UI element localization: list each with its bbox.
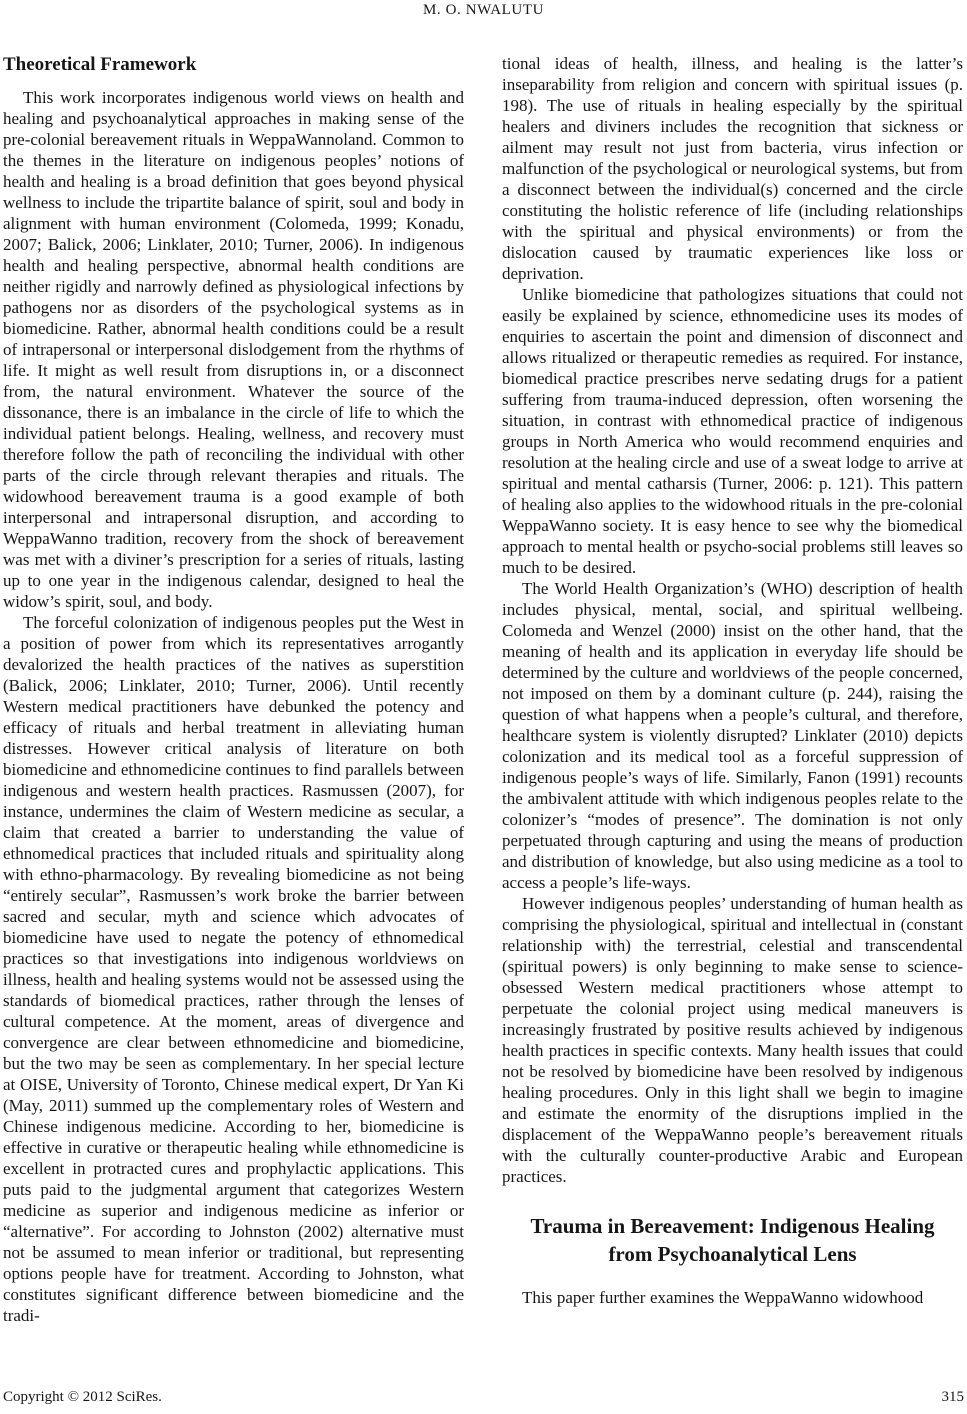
section-heading-trauma-in-bereavement: Trauma in Bereavement: Indigenous Healing from Psychoanalytical Lens (530, 1214, 935, 1266)
paragraph-ethnomedicine: Unlike biomedicine that pathologizes situations that could not easily be explained by science, ethnomedicine uses its modes of enquiries to ascertain the point and dimension of disconnect and allows ritualized or therapeutic remedies as required. For instance, biomedical practice prescribes nerve sedating drugs for a patient suffering from trauma-induced depression, often worsening the situation, in contrast with ethnomedical practice of indigenous groups in North America who would recommend enquiries and resolution at the healing circle and use of a sweat lodge to arrive at spiritual and mental catharsis (Turner, 2006: p. 121). This pattern of healing also applies to the widowhood rituals in the pre-colonial WeppaWanno society. It is easy hence to see why the biomedical approach to mental health or psycho-social problems still leaves so much to be desired. (502, 285, 963, 577)
paragraph-theoretical-framework-1: This work incorporates indigenous world views on health and healing and psychoanalytical approaches in making sense of the pre-colonial bereavement rituals in WeppaWannoland. Common to the themes in the literature on indigenous peoples’ notions of health and healing is a broad definition that goes beyond physical wellness to include the tripartite balance of spirit, soul and body in alignment with human environment (Colomeda, 1999; Konadu, 2007; Balick, 2006; Linklater, 2010; Turner, 2006). In indigenous health and healing perspective, abnormal health conditions are neither rigidly and narrowly defined as physiological infections by pathogens nor as disorders of the psychological systems as in biomedicine. Rather, abnormal health conditions could be a result of intrapersonal or interpersonal dislodgement from the rhythms of life. It might as well result from disruptions in, or a disconnect from, the natural environment. Whatever the source of the dissonance, there is an imbalance in the circle of life to which the individual patient belongs. Healing, wellness, and recovery must therefore follow the path of reconciling the individual with other parts of the circle through relevant therapies and rituals. The widowhood bereavement trauma is a good example of both interpersonal and intrapersonal disruption, and according to WeppaWanno tradition, recovery from the shock of bereavement was met with a diviner’s prescription for a series of rituals, lasting up to one year in the indigenous calendar, designed to heal the widow’s spirit, soul, and body. (3, 88, 464, 611)
running-head (3, 1, 964, 19)
section-heading-theoretical-framework: Theoretical Framework (3, 54, 197, 75)
paragraph-trauma-intro: This paper further examines the WeppaWanno widowhood (522, 1288, 924, 1307)
left-column (3, 53, 464, 1326)
two-column-body (3, 53, 964, 1326)
paragraph-theoretical-framework-2: The forceful colonization of indigenous peoples put the West in a position of power from which its representatives arrogantly devalorized the health practices of the natives as superstition (Balick, 2006; Linklater, 2010; Turner, 2006). Until recently Western medical practitioners have debunked the potency and efficacy of rituals and herbal treatment in alleviating human distresses. However critical analysis of literature on both biomedicine and ethnomedicine continues to find parallels between indigenous and western health practices. Rasmussen (2007), for instance, undermines the claim of Western medicine as secular, a claim that created a barrier to understanding the value of ethnomedical practices that included rituals and spirituality along with ethno-pharmacology. By revealing biomedicine as not being “entirely secular”, Rasmussen’s work broke the barrier between sacred and secular, myth and science which advocates of biomedicine have used to negate the potency of ethnomedical practices so that investigations into indigenous worldviews on illness, health and healing systems would not be assessed using the standards of biomedical practices, rather through the lenses of cultural competence. At the moment, areas of divergence and convergence are clear between ethnomedicine and biomedicine, but the two may be seen as complementary. In her special lecture at OISE, University of Toronto, Chinese medical expert, Dr Yan Ki (May, 2011) summed up the complementary roles of Western and Chinese indigenous medicine. According to her, biomedicine is effective in curative or therapeutic healing while ethnomedicine is excellent in protracted cures and prophylactic applications. This puts paid to the judgmental argument that categorizes Western medicine as superior and indigenous medicine as inferior or “alternative”. For according to Johnston (2002) alternative must not be assumed to mean inferior or traditional, but representing options people have for treatment. According to Johnston, what constitutes significant difference between biomedicine and the tradi- (3, 613, 464, 1325)
page-number: 315 (941, 1389, 964, 1405)
paragraph-who-description: The World Health Organization’s (WHO) description of health includes physical, mental, social, and spiritual wellbeing. Colomeda and Wenzel (2000) insist on the other hand, that the meaning of health and its application in everyday life should be determined by the culture and worldviews of the people concerned, not imposed on them by a dominant culture (p. 244), raising the question of what happens when a people’s cultural, and therefore, healthcare system is violently disrupted? Linklater (2010) depicts colonization and its medical tool as a forceful suppression of indigenous people’s ways of life. Similarly, Fanon (1991) recounts the ambivalent attitude with which indigenous peoples relate to the colonizer’s “modes of presence”. The domination is not only perpetuated through capturing and using the means of production and distribution of knowledge, but also using medicine as a tool to access a people’s life-ways. (502, 579, 963, 892)
right-column (502, 53, 963, 1326)
page-footer (3, 1388, 964, 1406)
paragraph-indigenous-understanding: However indigenous peoples’ understanding of human health as comprising the physiological, spiritual and intellectual in (constant relationship with) the terrestrial, celestial and transcendental (spiritual powers) is only beginning to make sense to science-obsessed Western medical practitioners whose attempt to perpetuate the colonial project using medical maneuvers is increasingly frustrated by positive results achieved by indigenous health practices in specific contexts. Many health issues that could not be resolved by biomedicine have been resolved by indigenous healing procedures. Only in this light shall we begin to imagine and estimate the enormity of the disruptions implied in the displacement of the WeppaWanno people’s bereavement rituals with the culturally counter-productive Arabic and European practices. (502, 894, 963, 1186)
running-head-author: M. O. NWALUTU (422, 2, 545, 18)
copyright-notice: Copyright © 2012 SciRes. (3, 1389, 162, 1405)
paragraph-continuation: tional ideas of health, illness, and healing is the latter’s inseparability from religion and concern with spiritual issues (p. 198). The use of rituals in healing especially by the spiritual healers and diviners includes the recognition that sickness or ailment may result not just from bacteria, virus infection or malfunction of the psychological or neurological systems, but from a disconnect between the individual(s) concerned and the circle constituting the holistic reference of life (including relationships with the spiritual and physical environments) or from the dislocation caused by traumatic experiences like loss or deprivation. (502, 54, 963, 283)
